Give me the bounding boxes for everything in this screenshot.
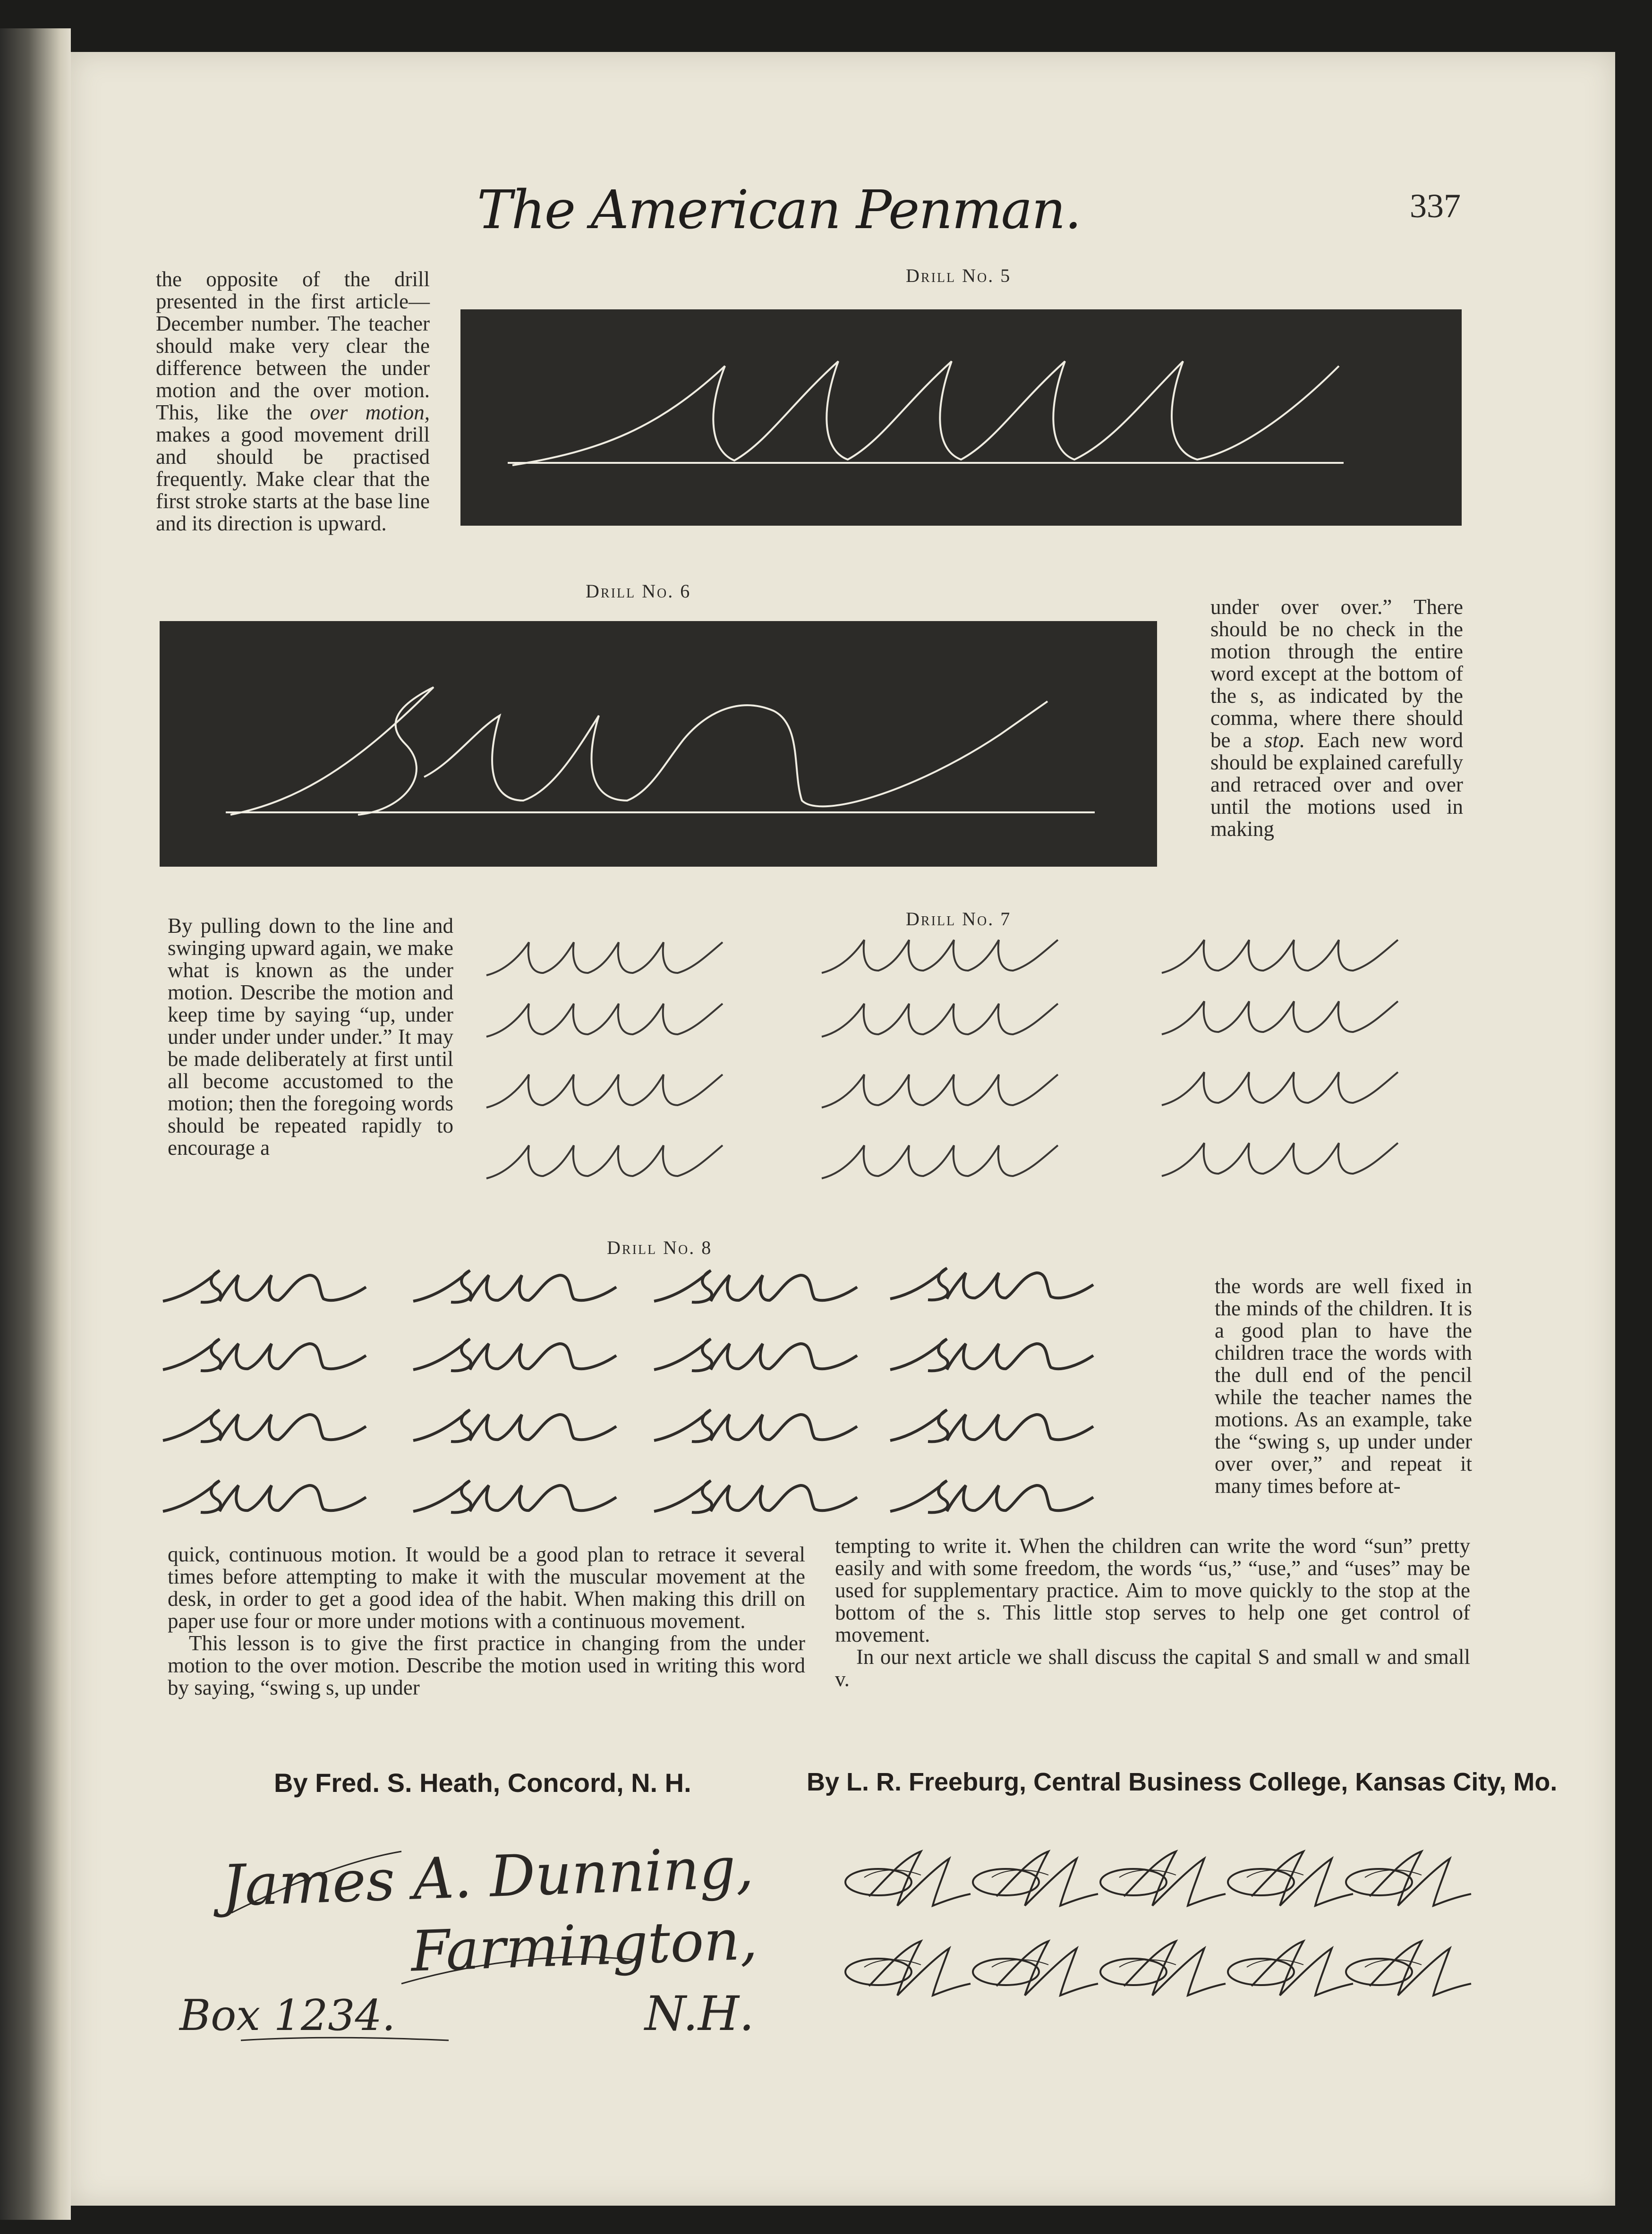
drill8-row-3 [163, 1410, 1093, 1441]
drill7-row-2 [486, 1001, 1398, 1037]
heath-flourish-graphic [222, 1833, 789, 2059]
drill8-row-1 [163, 1268, 1093, 1302]
drill6-side-text: under over over.” There should be no check in the motion through the entire word except at the bottom of the s, as indicated by the comma, where there should be a stop. Each new word should be explained carefully and retraced over and over until the motions used in making [1210, 595, 1464, 841]
drill5-panel [460, 309, 1462, 526]
specimen-box-line: Box 1234. [179, 1991, 396, 2040]
drill7-row-3 [486, 1072, 1398, 1108]
body-right-paragraph-2: In our next article we shall discuss the capital S and small w and small v. [835, 1645, 1470, 1691]
drill7-caption: Drill No. 7 [906, 908, 1012, 929]
body-left-paragraph-1: quick, continuous motion. It would be a good plan to retrace it several times before attempting to make it with the muscular movement at the desk, in order to get a good idea of the habit. When making this drill on paper use four or more under motions with a continuous movement. [168, 1543, 805, 1633]
capitals-row-2 [845, 1941, 1471, 1995]
freeburg-ornamental-capitals [841, 1840, 1473, 2019]
heath-byline: By Fred. S. Heath, Concord, N. H. [274, 1768, 691, 1798]
masthead-title: The American Penman. [477, 179, 1081, 241]
drill8-caption: Drill No. 8 [607, 1237, 713, 1258]
drill8-sun-graphic [163, 1266, 1183, 1530]
drill8-row-4 [163, 1481, 1093, 1512]
capitals-row-1 [845, 1851, 1471, 1906]
body-right-column [835, 1535, 1470, 1690]
specimen-town-line: Farmington, [409, 1907, 758, 1984]
drill7-under-motion-graphic [482, 933, 1492, 1197]
drill8-row-2 [163, 1339, 1093, 1371]
drill7-side-text: By pulling down to the line and swinging upward again, we make what is known as the under motion. Describe the motion and keep time by saying “up, under under under under under.” It may be made deliberately at first until all become accustomed to the motion; then the foregoing words should be repeated rapidly to encourage a [168, 914, 453, 1160]
freeburg-byline: By L. R. Freeburg, Central Business College, Kansas City, Mo. [807, 1768, 1558, 1796]
body-right-paragraph-1: tempting to write it. When the children can write the word “sun” pretty easily and with some freedom, the words “us,” “use,” and “uses” may be used for supplementary practice. Aim to move quickly to the stop at the bottom of the s. This little stop serves to help one get control of movement. [835, 1534, 1470, 1646]
drill6-panel [160, 621, 1157, 867]
drill5-script-graphic [460, 309, 1462, 526]
drill8-side-text: the words are well fixed in the minds of the children. It is a good plan to have the children trace the words with the dull end of the pencil while the teacher names the motions. As an example, take the “swing s, up under under over over,” and repeat it many times before at- [1215, 1274, 1472, 1498]
drill6-caption: Drill No. 6 [586, 580, 691, 602]
drill6-sun-graphic [160, 621, 1157, 867]
drill5-intro-text: the opposite of the drill presented in the first article—December number. The teacher should make very clear the difference between the under motion and the over motion. This, like the over motion, makes a good movement drill and should be practised frequently. Make clear that the first stroke starts at the base line and its direction is upward. [156, 267, 430, 535]
specimen-name-line: James A. Dunning, [221, 1835, 755, 1919]
specimen-state-line: N.H. [645, 1986, 754, 2041]
page-number: 337 [1410, 187, 1461, 225]
drill5-caption: Drill No. 5 [906, 265, 1012, 286]
body-left-paragraph-2: This lesson is to give the first practice in changing from the under motion to the over motion. Describe the motion used in writing this word by saying, “swing s, up under [168, 1631, 805, 1699]
book-spine [0, 28, 71, 2220]
body-left-column [168, 1543, 805, 1699]
drill7-row-4 [486, 1143, 1398, 1178]
drill7-row-1 [486, 940, 1398, 975]
